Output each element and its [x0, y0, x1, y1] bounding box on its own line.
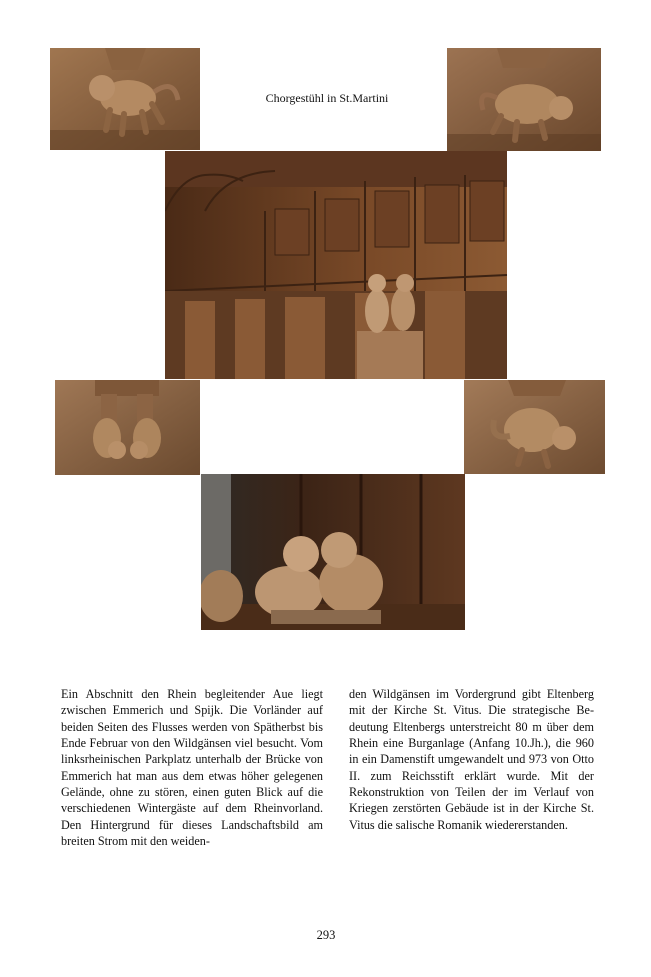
page-number: 293	[316, 928, 336, 942]
carved-beast-figure-icon	[50, 48, 200, 150]
carved-beast-figure-icon	[447, 48, 601, 151]
body-text-right-column: den Wildgänsen im Vordergrund gibt Eltenberg mit der Kirche St. Vitus. Die strategische Bedeutung Eltenbergs unterstreicht 80 m über dem Rhein eine Burganlage (Anfang 10.Jh.), die 960 in ein Damenstift umgewandelt und 973 von Otto II. zum Reichsstift erklärt wurde. Mit der Rekonstruktion von Teilen der im Verlauf von Kriegen zerstörten Gebäude ist in der Kirche St. Vitus die salische Romanik wiedererstanden.	[349, 687, 594, 832]
misericord-photo-top-right	[447, 48, 601, 151]
armrest-beasts-photo	[201, 474, 465, 630]
choir-stalls-icon	[165, 151, 507, 379]
misericord-photo-middle-right	[464, 380, 605, 474]
misericord-photo-middle-left	[55, 380, 200, 475]
choir-stalls-photo	[165, 151, 507, 379]
two-carved-beasts-icon	[201, 474, 465, 630]
body-text-left-column: Ein Abschnitt den Rhein begleitender Aue liegt zwischen Emmerich und Spijk. Die Vorländer auf beiden Seiten des Flusses werden von Spätherbst bis Ende Februar von den Wildgänsen viel besucht. Vom linksrheinischen Parkplatz unterhalb der Brücke von Emmerich hat man aus dem etwas höher gelegenen Gelände, ohne zu stören, einen guten Blick auf die verschiedenen Wintergäste auf dem Rheinvorland. Den Hintergrund für dieses Landschaftsbild am breiten Strom mit den weiden-	[61, 687, 323, 849]
two-carved-beasts-icon	[55, 380, 200, 475]
page-caption: Chorgestühl in St.Martini	[265, 91, 389, 105]
misericord-photo-top-left	[50, 48, 200, 150]
carved-beast-figure-icon	[464, 380, 605, 474]
